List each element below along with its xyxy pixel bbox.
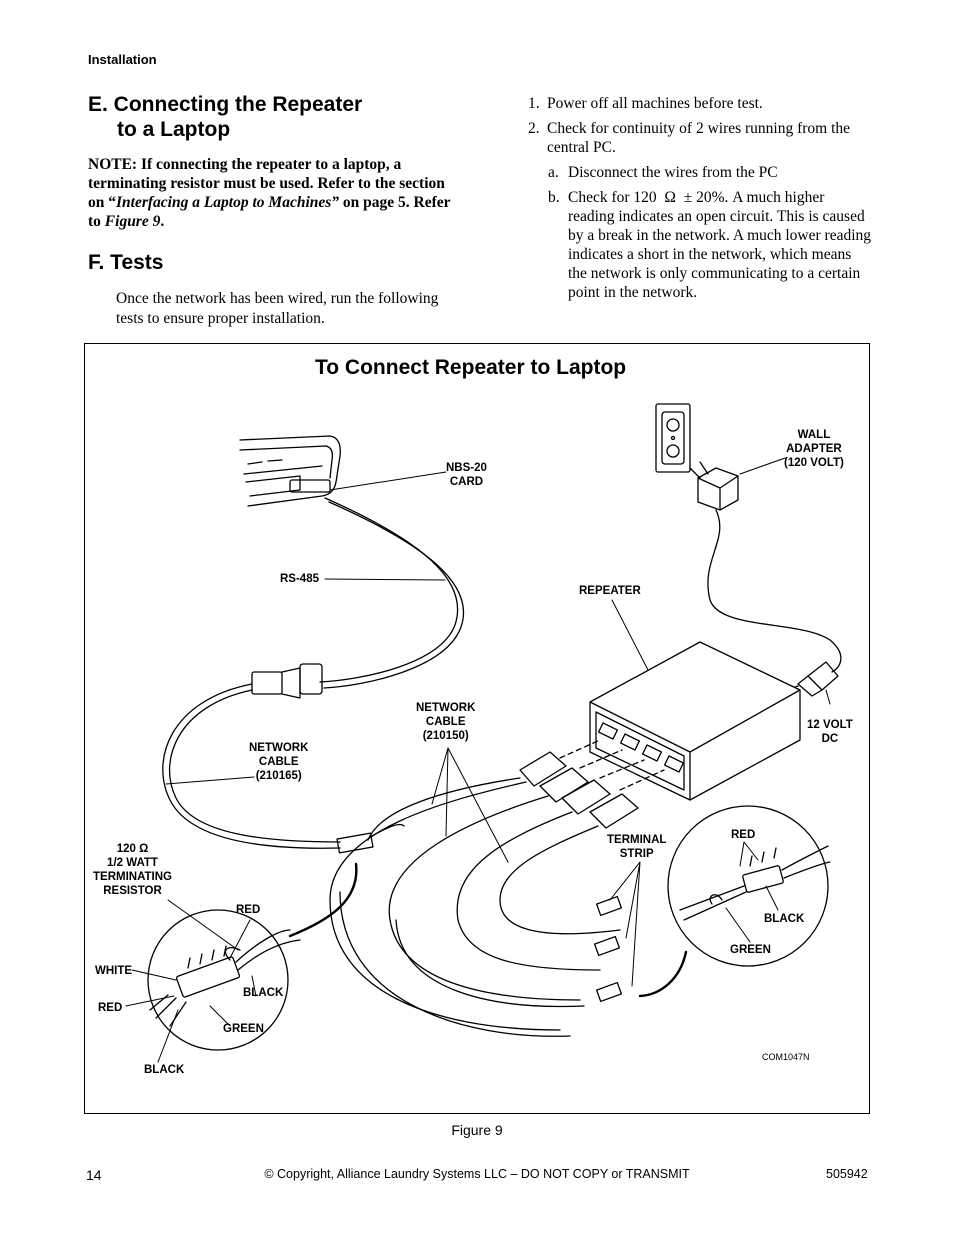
wall-adapter bbox=[690, 462, 738, 510]
label-red-right: RED bbox=[731, 829, 756, 841]
label-repeater: REPEATER bbox=[579, 585, 641, 597]
copyright: © Copyright, Alliance Laundry Systems LLC – DO NOT COPY or TRANSMIT bbox=[264, 1167, 690, 1181]
adapter-cord bbox=[708, 510, 841, 672]
label-terminating-resistor: 120 Ω 1/2 WATT TERMINATING RESISTOR bbox=[93, 843, 173, 897]
substep-text: Check for 120 Ω ± 20%. A much higher reading indicates an open circuit. This is caused by a break in the network. A much lower reading indicates a short in the network, which means the network is only communicating to a certain point in the network. bbox=[568, 189, 872, 301]
label-white-left: WHITE bbox=[95, 965, 133, 977]
repeater-box bbox=[590, 642, 800, 800]
label-black-left-bottom: BLACK bbox=[144, 1064, 185, 1076]
figure-title: To Connect Repeater to Laptop bbox=[315, 356, 627, 379]
figure-caption: Figure 9 bbox=[451, 1122, 503, 1138]
section-header: Installation bbox=[88, 52, 157, 67]
label-12-volt-dc: 12 VOLT DC bbox=[807, 719, 853, 745]
dc-plug bbox=[798, 662, 838, 696]
heading-line-2: to a Laptop bbox=[117, 118, 231, 141]
heading-line-1: E. Connecting the Repeater bbox=[88, 93, 363, 116]
drawing-code: COM1047N bbox=[762, 1052, 810, 1062]
laptop-illustration bbox=[240, 436, 340, 506]
step-text: Power off all machines before test. bbox=[547, 95, 763, 112]
label-nbs20-card: NBS-20 CARD bbox=[446, 462, 487, 488]
page-number: 14 bbox=[86, 1167, 102, 1183]
heading-tests: F. Tests bbox=[88, 251, 164, 274]
tests-body: Once the network has been wired, run the following tests to ensure proper installation. bbox=[116, 290, 439, 327]
step-number: 1. bbox=[528, 95, 540, 112]
label-network-cable-210150: NETWORK CABLE (210150) bbox=[416, 702, 476, 742]
label-terminal-strip: TERMINAL STRIP bbox=[607, 834, 667, 860]
label-green-right: GREEN bbox=[730, 944, 771, 956]
label-green-left: GREEN bbox=[223, 1023, 264, 1035]
note-section-ref: Interfacing a Laptop to Machines” bbox=[116, 194, 340, 211]
label-red-left-top: RED bbox=[236, 904, 261, 916]
rs485-connector bbox=[252, 664, 322, 698]
terminal-strips bbox=[595, 897, 622, 1002]
label-black-right: BLACK bbox=[764, 913, 805, 925]
arrow-to-left-detail bbox=[290, 864, 356, 936]
step-text: Check for continuity of 2 wires running from the central PC. bbox=[547, 120, 851, 156]
resistor-strip bbox=[337, 824, 404, 852]
document-number: 505942 bbox=[826, 1167, 868, 1181]
rs485-cable bbox=[320, 498, 458, 682]
label-wall-adapter: WALL ADAPTER (120 VOLT) bbox=[784, 429, 844, 469]
label-rs485: RS-485 bbox=[280, 573, 319, 585]
note-end: . bbox=[160, 213, 165, 230]
note-mid: on page 5. Refer to bbox=[88, 194, 451, 230]
network-cable-210150-a bbox=[368, 778, 520, 840]
substep-text: Disconnect the wires from the PC bbox=[568, 164, 778, 181]
note-prefix: NOTE: If connecting the repeater to a laptop, a terminating resistor must be used. Refer to the section on “ bbox=[88, 156, 445, 211]
arrow-to-terminal-strip bbox=[640, 952, 686, 996]
left-detail-circle bbox=[148, 910, 288, 1050]
label-network-cable-210165: NETWORK CABLE (210165) bbox=[249, 742, 309, 782]
substep-letter: a. bbox=[548, 164, 559, 181]
label-red-left: RED bbox=[98, 1002, 123, 1014]
step-number: 2. bbox=[528, 120, 540, 137]
wall-outlet bbox=[656, 404, 690, 472]
label-black-left: BLACK bbox=[243, 987, 284, 999]
note-figure-ref: Figure 9 bbox=[104, 213, 161, 230]
substep-letter: b. bbox=[548, 189, 560, 206]
